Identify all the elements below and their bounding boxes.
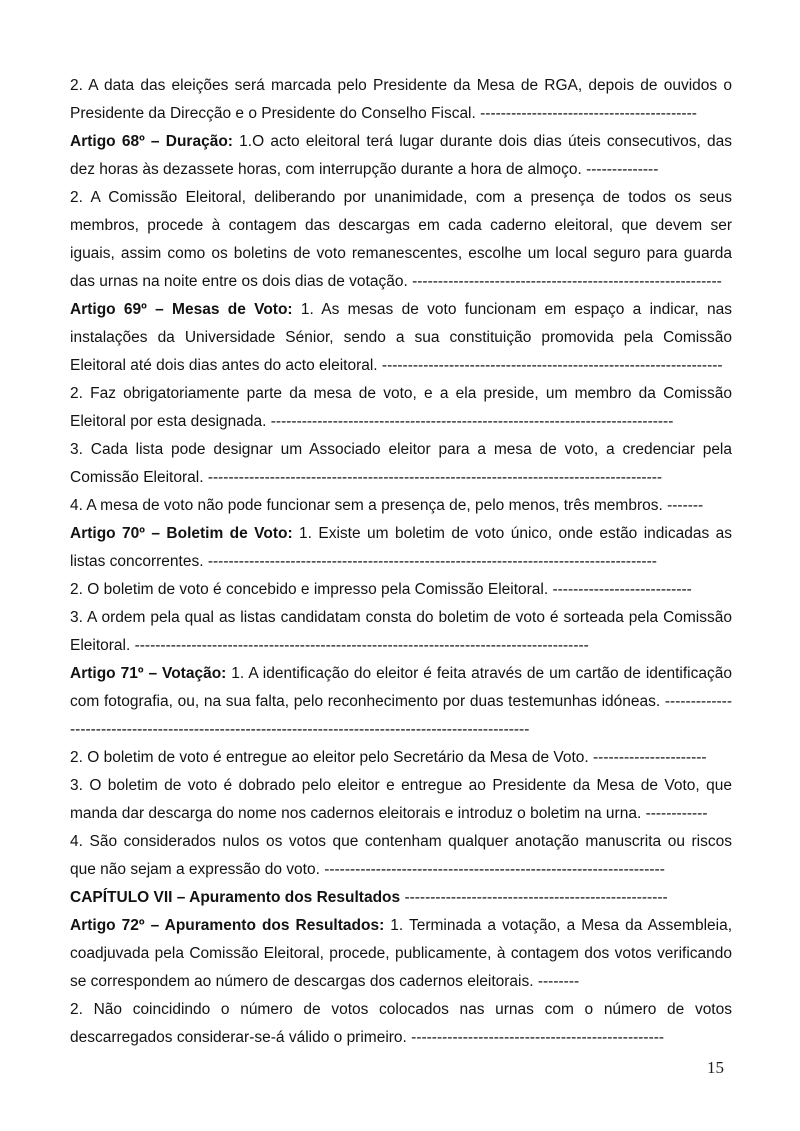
paragraph-tres-membros [70, 492, 732, 520]
article-71-heading: Artigo 71º – Votação: [70, 665, 227, 682]
paragraph-text: 3. A ordem pela qual as listas candidatam consta do boletim de voto é sorteada pela Comissão Eleitoral. ---------------------------------------------------------------------------------------- [70, 609, 732, 654]
paragraph-artigo-71 [70, 660, 732, 744]
paragraph-text: 1. Existe um boletim de voto único, onde estão indicadas as listas concorrentes. --------------------------------------------------------------------------------------- [70, 525, 733, 570]
paragraph-text: 4. São considerados nulos os votos que contenham qualquer anotação manuscrita ou riscos que não sejam a expressão do voto. ------------------------------------------------------------------ [70, 833, 732, 878]
paragraph-mesa-membro [70, 380, 732, 436]
paragraph-boletim-dobrado [70, 772, 732, 828]
paragraph-text: 1.O acto eleitoral terá lugar durante dois dias úteis consecutivos, das dez horas às dezassete horas, com interrupção durante a hora de almoço. -------------- [70, 133, 732, 178]
paragraph-votos-nulos [70, 828, 732, 884]
paragraph-artigo-70 [70, 520, 732, 576]
paragraph-text: 3. O boletim de voto é dobrado pelo eleitor e entregue ao Presidente da Mesa de Voto, que manda dar descarga do nome nos cadernos eleitorais e introduz o boletim na urna. ------------ [70, 777, 732, 822]
paragraph-text: 2. A data das eleições será marcada pelo Presidente da Mesa de RGA, depois de ouvidos o Presidente da Direcção e o Presidente do Conselho Fiscal. ------------------------------------------ [70, 77, 732, 122]
paragraph-text: 3. Cada lista pode designar um Associado eleitor para a mesa de voto, a credenciar pela Comissão Eleitoral. ---------------------------------------------------------------------------------------- [70, 441, 732, 486]
page-number: 15 [707, 1058, 724, 1077]
paragraph-text: 1. As mesas de voto funcionam em espaço a indicar, nas instalações da Universidade Sénior, sendo a sua constituição promovida pela Comissão Eleitoral até dois dias antes do acto eleitoral. ------------------------------------------------------------------ [70, 301, 732, 374]
paragraph-text: 2. O boletim de voto é entregue ao eleitor pelo Secretário da Mesa de Voto. ---------------------- [70, 749, 707, 766]
article-68-heading: Artigo 68º – Duração: [70, 133, 233, 150]
paragraph-votos-nao-coincidentes [70, 996, 732, 1052]
paragraph-text: --------------------------------------------------- [400, 889, 668, 906]
paragraph-eleicoes-data [70, 72, 732, 128]
article-72-heading: Artigo 72º – Apuramento dos Resultados: [70, 917, 385, 934]
article-70-heading: Artigo 70º – Boletim de Voto: [70, 525, 293, 542]
paragraph-comissao-contagem [70, 184, 732, 296]
chapter-7-heading: CAPÍTULO VII – Apuramento dos Resultados [70, 889, 401, 906]
paragraph-capitulo-7 [70, 884, 732, 912]
paragraph-artigo-68 [70, 128, 732, 184]
paragraph-text: 2. Faz obrigatoriamente parte da mesa de voto, e a ela preside, um membro da Comissão Eleitoral por esta designada. ------------------------------------------------------------------------------ [70, 385, 732, 430]
paragraph-artigo-72 [70, 912, 732, 996]
paragraph-text: 1. A identificação do eleitor é feita através de um cartão de identificação com fotografia, ou, na sua falta, pelo reconhecimento por duas testemunhas idóneas. ------------------------------------------------------------------------------------------------------ [70, 665, 732, 738]
paragraph-text: 2. O boletim de voto é concebido e impresso pela Comissão Eleitoral. --------------------------- [70, 581, 692, 598]
paragraph-text: 2. A Comissão Eleitoral, deliberando por unanimidade, com a presença de todos os seus membros, procede à contagem das descargas em cada caderno eleitoral, que devem ser iguais, assim como os boletins de voto remanescentes, escolhe um local seguro para guarda das urnas na noite entre os dois dias de votação. ------------------------------------------------------------ [70, 189, 732, 290]
document-body [70, 72, 732, 1052]
paragraph-lista-credenciar [70, 436, 732, 492]
paragraph-artigo-69 [70, 296, 732, 380]
paragraph-ordem-listas [70, 604, 732, 660]
article-69-heading: Artigo 69º – Mesas de Voto: [70, 301, 293, 318]
paragraph-text: 1. Terminada a votação, a Mesa da Assembleia, coadjuvada pela Comissão Eleitoral, procede, publicamente, à contagem dos votos verificando se correspondem ao número de descargas dos cadernos eleitorais. -------- [70, 917, 733, 990]
paragraph-boletim-impresso [70, 576, 732, 604]
paragraph-text: 4. A mesa de voto não pode funcionar sem a presença de, pelo menos, três membros. ------- [70, 497, 704, 514]
paragraph-text: 2. Não coincidindo o número de votos colocados nas urnas com o número de votos descarregados considerar-se-á válido o primeiro. ------------------------------------------------- [70, 1001, 732, 1046]
paragraph-boletim-entregue [70, 744, 732, 772]
